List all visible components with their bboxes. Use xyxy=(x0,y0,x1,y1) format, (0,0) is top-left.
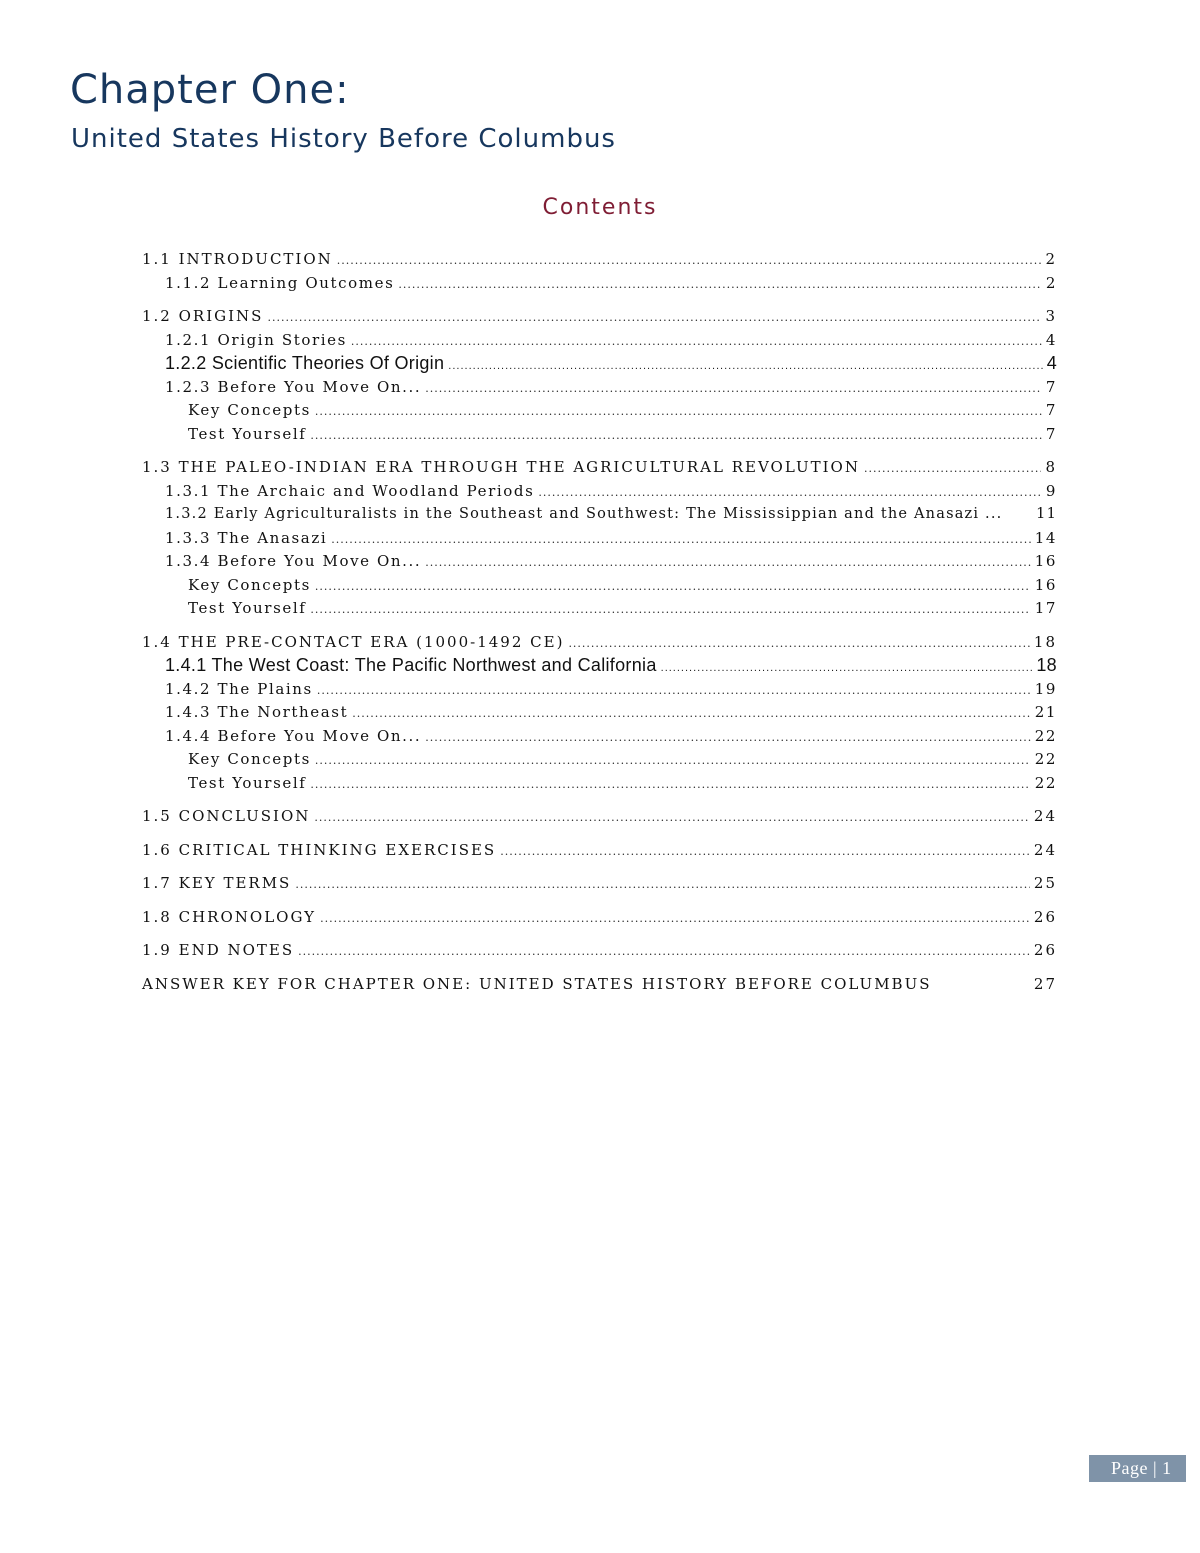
toc-dot-leader xyxy=(500,840,1030,864)
toc-dot-leader xyxy=(331,528,1030,552)
chapter-subtitle: United States History Before Columbus xyxy=(71,124,616,154)
toc-entry[interactable] xyxy=(142,329,1057,353)
toc-entry-page: 8 xyxy=(1045,458,1057,476)
page-label: Page xyxy=(1111,1458,1148,1478)
toc-entry[interactable] xyxy=(142,839,1057,863)
toc-entry[interactable] xyxy=(142,456,1057,480)
toc-dot-leader xyxy=(317,679,1031,703)
toc-entry-label: Key Concepts xyxy=(188,401,311,419)
toc-entry-label: 1.2.1 Origin Stories xyxy=(165,330,347,349)
toc-entry-page: 22 xyxy=(1034,726,1057,745)
toc-dot-leader xyxy=(337,249,1042,273)
toc-dot-leader xyxy=(320,907,1030,931)
toc-entry-label: 1.6 CRITICAL THINKING EXERCISES xyxy=(142,840,497,859)
toc-entry[interactable] xyxy=(142,574,1057,598)
toc-entry-label: 1.2.3 Before You Move On... xyxy=(165,377,422,396)
toc-entry-page: 27 xyxy=(1033,974,1057,993)
toc-dot-leader xyxy=(425,726,1030,750)
page-number: 1 xyxy=(1162,1458,1172,1478)
toc-entry-page: 11 xyxy=(1036,506,1057,522)
toc-entry[interactable] xyxy=(142,376,1057,400)
toc-entry-page: 4 xyxy=(1046,353,1057,373)
toc-entry-page: 16 xyxy=(1034,552,1057,570)
toc-entry-page: 18 xyxy=(1036,655,1057,675)
toc-entry-label: Test Yourself xyxy=(188,773,307,792)
toc-dot-leader xyxy=(315,575,1031,599)
toc-dot-leader xyxy=(538,481,1041,505)
toc-entry-label: 1.3.1 The Archaic and Woodland Periods xyxy=(165,481,535,500)
toc-entry-label: 1.1.2 Learning Outcomes xyxy=(165,273,395,292)
toc-entry-page: 14 xyxy=(1034,528,1057,547)
page-number-footer xyxy=(1089,1455,1186,1482)
toc-entry-label: 1.7 KEY TERMS xyxy=(142,874,292,892)
toc-entry[interactable] xyxy=(142,248,1057,272)
toc-entry-label: 1.3 THE PALEO-INDIAN ERA THROUGH THE AGRICULTURAL REVOLUTION xyxy=(142,458,860,476)
toc-entry[interactable] xyxy=(142,550,1057,574)
toc-dot-leader xyxy=(315,400,1042,424)
toc-dot-leader xyxy=(314,806,1030,830)
toc-entry[interactable] xyxy=(142,631,1057,655)
toc-dot-leader xyxy=(425,551,1030,575)
toc-entry-label: Test Yourself xyxy=(188,599,307,617)
toc-entry-page: 7 xyxy=(1045,424,1057,443)
toc-entry-label: Key Concepts xyxy=(188,575,311,594)
toc-dot-leader xyxy=(295,873,1030,897)
toc-entry-label: 1.3.2 Early Agriculturalists in the Southeast and Southwest: The Mississippian and the Anasazi ... xyxy=(165,506,1003,522)
toc-dot-leader xyxy=(448,355,1042,379)
toc-dot-leader xyxy=(661,657,1033,681)
toc-dot-leader xyxy=(425,377,1042,401)
toc-entry[interactable] xyxy=(142,399,1057,423)
toc-entry-page: 19 xyxy=(1034,679,1057,698)
toc-entry[interactable] xyxy=(142,423,1057,447)
toc-entry-label: 1.4 THE PRE-CONTACT ERA (1000-1492 CE) xyxy=(142,632,565,651)
toc-entry[interactable] xyxy=(142,748,1057,772)
toc-entry-label: ANSWER KEY FOR CHAPTER ONE: UNITED STATES HISTORY BEFORE COLUMBUS xyxy=(142,974,932,993)
toc-entry[interactable] xyxy=(142,973,1057,997)
toc-entry-page: 2 xyxy=(1045,273,1057,292)
toc-entry[interactable] xyxy=(142,272,1057,296)
chapter-title: Chapter One: xyxy=(70,67,350,113)
toc-dot-leader xyxy=(310,598,1030,622)
toc-entry-label: 1.8 CHRONOLOGY xyxy=(142,907,317,926)
toc-entry-label: 1.5 CONCLUSION xyxy=(142,807,311,825)
toc-dot-leader xyxy=(315,749,1031,773)
toc-entry[interactable] xyxy=(142,805,1057,829)
toc-entry-page: 9 xyxy=(1045,481,1057,500)
toc-entry[interactable] xyxy=(142,503,1057,527)
toc-entry-label: 1.1 INTRODUCTION xyxy=(142,250,333,268)
toc-dot-leader xyxy=(864,457,1041,481)
toc-entry-page: 25 xyxy=(1033,874,1057,892)
toc-entry[interactable] xyxy=(142,678,1057,702)
toc-entry-page: 24 xyxy=(1033,807,1057,825)
toc-entry[interactable] xyxy=(142,654,1057,678)
toc-entry-page: 21 xyxy=(1034,703,1057,721)
toc-entry-page: 18 xyxy=(1033,632,1057,651)
toc-entry-label: 1.4.4 Before You Move On... xyxy=(165,726,422,745)
toc-entry[interactable] xyxy=(142,480,1057,504)
toc-entry-label: 1.4.3 The Northeast xyxy=(165,703,349,721)
contents-heading: Contents xyxy=(542,195,658,220)
toc-dot-leader xyxy=(398,273,1041,297)
toc-dot-leader xyxy=(568,632,1029,656)
toc-entry[interactable] xyxy=(142,872,1057,896)
toc-dot-leader xyxy=(310,773,1030,797)
toc-entry[interactable] xyxy=(142,352,1057,376)
toc-entry-label: Key Concepts xyxy=(188,750,311,768)
toc-entry-label: 1.4.2 The Plains xyxy=(165,679,313,698)
toc-entry-page: 26 xyxy=(1033,907,1057,926)
toc-entry-label: 1.3.3 The Anasazi xyxy=(165,528,328,547)
toc-entry-page: 4 xyxy=(1045,330,1057,349)
toc-entry[interactable] xyxy=(142,906,1057,930)
toc-dot-leader xyxy=(351,330,1042,354)
toc-entry[interactable] xyxy=(142,701,1057,725)
toc-entry-label: 1.2 ORIGINS xyxy=(142,307,264,325)
toc-entry-label: Test Yourself xyxy=(188,424,307,443)
toc-entry-label: 1.2.2 Scientific Theories Of Origin xyxy=(165,353,445,373)
toc-entry-label: 1.3.4 Before You Move On... xyxy=(165,552,422,570)
toc-entry-label: 1.9 END NOTES xyxy=(142,941,295,959)
toc-dot-leader xyxy=(298,940,1030,964)
table-of-contents xyxy=(142,245,1057,996)
toc-dot-leader xyxy=(267,306,1041,330)
toc-entry-page: 24 xyxy=(1033,840,1057,859)
page-separator: | xyxy=(1153,1458,1158,1478)
toc-entry[interactable] xyxy=(142,939,1057,963)
toc-dot-leader xyxy=(352,702,1030,726)
toc-entry[interactable] xyxy=(142,725,1057,749)
toc-entry-page: 26 xyxy=(1033,941,1057,959)
toc-entry-label: 1.4.1 The West Coast: The Pacific Northwest and California xyxy=(165,655,657,675)
toc-entry-page: 22 xyxy=(1034,773,1057,792)
toc-entry-page: 7 xyxy=(1045,401,1057,419)
toc-entry-page: 7 xyxy=(1045,377,1057,396)
toc-entry[interactable] xyxy=(142,305,1057,329)
toc-entry-page: 17 xyxy=(1034,599,1057,617)
toc-entry-page: 16 xyxy=(1034,575,1057,594)
toc-entry[interactable] xyxy=(142,772,1057,796)
toc-entry[interactable] xyxy=(142,597,1057,621)
toc-dot-leader xyxy=(310,424,1041,448)
toc-entry-page: 3 xyxy=(1045,307,1057,325)
toc-entry-page: 2 xyxy=(1045,250,1057,268)
toc-entry[interactable] xyxy=(142,527,1057,551)
toc-entry-page: 22 xyxy=(1034,750,1057,768)
